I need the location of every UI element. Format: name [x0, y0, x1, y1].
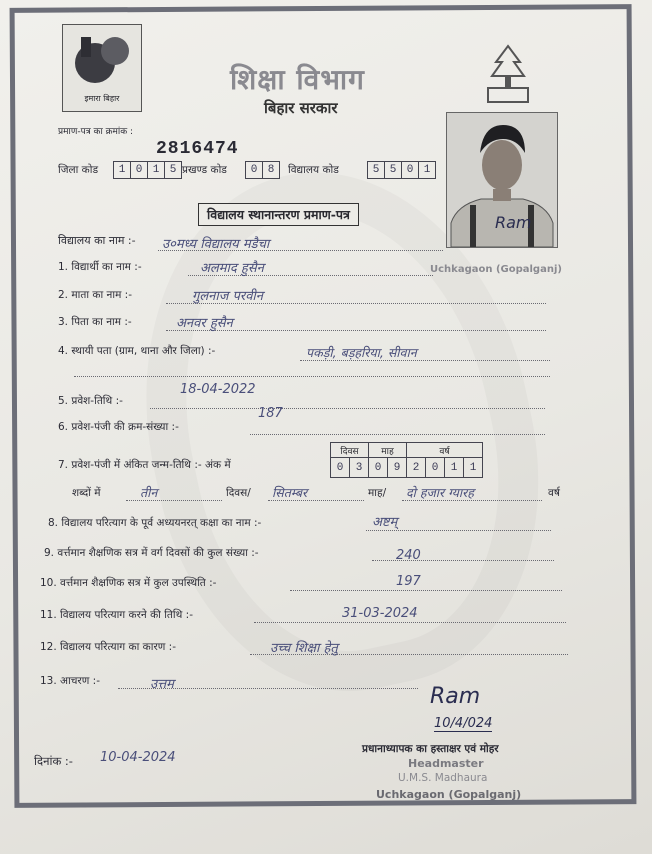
register-number-line	[250, 434, 545, 435]
student-name-label: 1. विद्यार्थी का नाम :-	[58, 261, 142, 273]
father-name-value: अनवर हुसैन	[176, 316, 233, 331]
admission-date-line	[150, 408, 545, 409]
photo-signature: Ram	[495, 213, 532, 232]
school-name-value: उ०मध्य विद्यालय मडैचा	[162, 237, 270, 252]
district-code-digit: 1	[113, 161, 131, 179]
district-code-digit: 5	[164, 161, 182, 179]
school-code-label: विद्यालय कोड	[288, 164, 339, 176]
district-code-digit: 0	[130, 161, 148, 179]
dob-year-header: वर्ष	[407, 443, 483, 458]
class-value: अष्टम्	[372, 515, 398, 530]
leaving-reason-label: 12. विद्यालय परित्याग का कारण :-	[40, 641, 177, 653]
serial-label: प्रमाण-पत्र का क्रमांक :	[58, 127, 134, 137]
school-code-boxes	[368, 161, 436, 179]
school-code-digit: 5	[367, 161, 385, 179]
dob-year-suffix: वर्ष	[548, 487, 560, 499]
certificate-title: विद्यालय स्थानान्तरण प्रमाण-पत्र	[198, 203, 359, 226]
address-line-2	[74, 376, 550, 377]
dob-digit: 3	[350, 458, 369, 478]
attendance-value: 197	[396, 574, 421, 589]
father-name-label: 3. पिता का नाम :-	[58, 316, 132, 328]
dob-words-day: तीन	[140, 485, 158, 500]
address-label: 4. स्थायी पता (ग्राम, थाना और जिला) :-	[58, 345, 216, 357]
register-number-value: 187	[258, 406, 283, 421]
school-name-label: विद्यालय का नाम :-	[58, 234, 136, 247]
attendance-label: 10. वर्त्तमान शैक्षणिक सत्र में कुल उपस्थिति :-	[40, 577, 217, 589]
department-title: शिक्षा विभाग	[230, 63, 365, 96]
student-photo	[446, 112, 558, 248]
conduct-value: उत्तम	[150, 677, 174, 692]
register-number-label: 6. प्रवेश-पंजी की क्रम-संख्या :-	[58, 421, 179, 433]
dob-digit: 9	[388, 458, 407, 478]
dob-digit: 1	[445, 458, 464, 478]
leaving-date-line	[254, 622, 566, 623]
stamp-school: U.M.S. Madhaura	[398, 772, 488, 784]
date-value: 10-04-2024	[100, 750, 176, 765]
block-code-digit: 0	[245, 161, 263, 179]
bihar-logo	[62, 24, 142, 112]
dob-digit: 0	[426, 458, 445, 478]
mother-name-value: गुलनाज परवीन	[192, 289, 264, 304]
side-stamp: Uchkagaon (Gopalganj)	[430, 264, 562, 275]
attendance-line	[290, 590, 562, 591]
dob-words-label: शब्दों में	[72, 487, 101, 499]
serial-number: 2816474	[156, 139, 239, 159]
conduct-label: 13. आचरण :-	[40, 675, 100, 687]
date-label: दिनांक :-	[34, 754, 73, 768]
headmaster-signature: Ram	[430, 684, 481, 709]
logo-emblem-icon	[63, 25, 141, 95]
admission-date-label: 5. प्रवेश-तिथि :-	[58, 395, 123, 407]
government-title: बिहार सरकार	[264, 99, 338, 117]
address-value: पकड़ी, बड़हरिया, सीवान	[306, 345, 417, 360]
student-name-value: अलमाद हुसैन	[200, 261, 264, 276]
stamp-headmaster: Headmaster	[408, 757, 484, 770]
signature-date: 10/4/024	[434, 716, 493, 731]
dob-words-year: दो हजार ग्यारह	[406, 485, 474, 500]
dob-table	[330, 442, 483, 478]
leaving-reason-value: उच्च शिक्षा हेतु	[270, 641, 338, 656]
mother-name-label: 2. माता का नाम :-	[58, 289, 133, 301]
leaving-date-label: 11. विद्यालय परित्याग करने की तिथि :-	[40, 609, 193, 621]
dob-label: 7. प्रवेश-पंजी में अंकित जन्म-तिथि :- अंक में	[58, 459, 231, 471]
working-days-value: 240	[396, 548, 421, 563]
dob-month-suffix: माह/	[368, 487, 387, 499]
block-code-boxes	[246, 161, 280, 179]
dob-digit: 0	[331, 458, 350, 478]
logo-caption: इमारा बिहार	[84, 94, 120, 103]
dob-digit: 1	[464, 458, 483, 478]
dob-day-suffix: दिवस/	[226, 487, 251, 499]
block-code-label: प्रखण्ड कोड	[182, 164, 227, 176]
district-code-digit: 1	[147, 161, 165, 179]
headmaster-sign-label: प्रधानाध्यापक का हस्ताक्षर एवं मोहर	[362, 743, 499, 755]
class-label: 8. विद्यालय परित्याग के पूर्व अध्ययनरत् कक्षा का नाम :-	[48, 517, 262, 529]
education-dept-logo	[480, 40, 536, 108]
dob-month-header: माह	[369, 443, 407, 458]
dob-words-month: सितम्बर	[272, 485, 308, 500]
admission-date-value: 18-04-2022	[180, 382, 256, 397]
school-code-digit: 5	[384, 161, 402, 179]
block-code-digit: 8	[262, 161, 280, 179]
working-days-label: 9. वर्त्तमान शैक्षणिक सत्र में वर्ग दिवसों की कुल संख्या :-	[44, 547, 259, 559]
district-code-boxes	[114, 161, 182, 179]
dob-digit: 0	[369, 458, 388, 478]
stamp-location: Uchkagaon (Gopalganj)	[376, 788, 522, 801]
school-code-digit: 0	[401, 161, 419, 179]
dob-day-header: दिवस	[331, 443, 369, 458]
dob-digit: 2	[407, 458, 426, 478]
tree-book-icon	[480, 40, 536, 108]
district-code-label: जिला कोड	[58, 164, 99, 176]
school-code-digit: 1	[418, 161, 436, 179]
leaving-date-value: 31-03-2024	[342, 606, 418, 621]
class-line	[366, 530, 551, 531]
